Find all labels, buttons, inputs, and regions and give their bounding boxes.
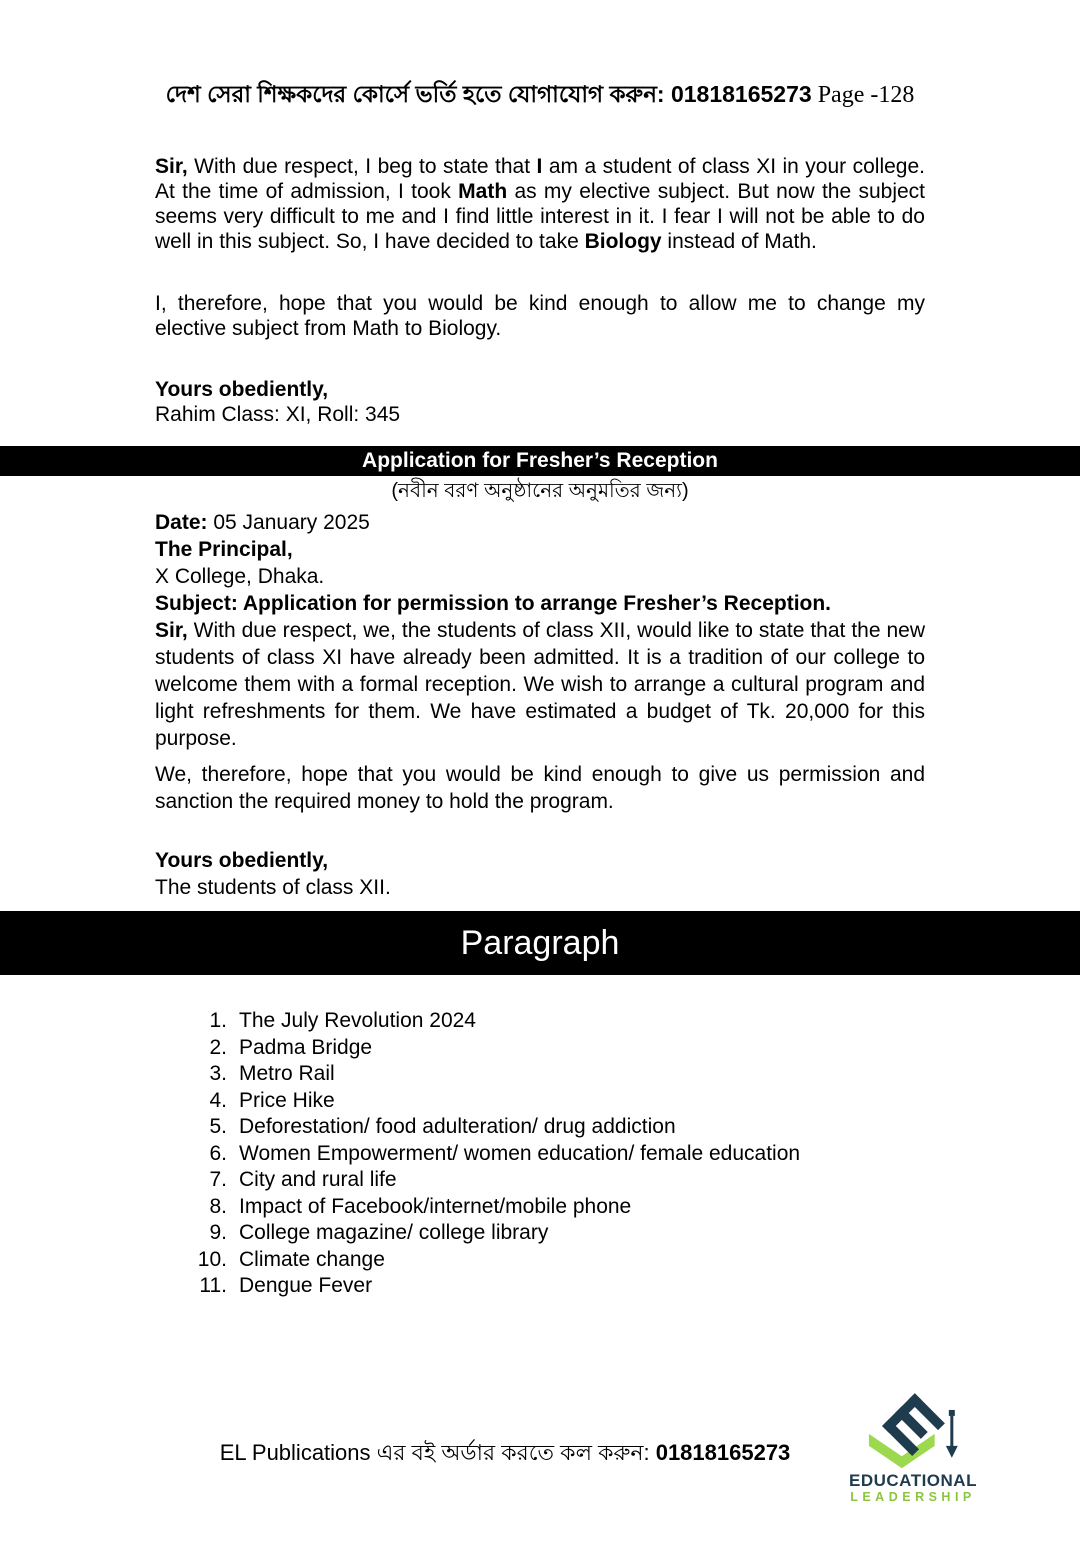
list-item-label: Padma Bridge	[239, 1035, 373, 1059]
list-item-label: Dengue Fever	[239, 1274, 373, 1297]
list-item	[193, 1114, 1080, 1141]
educational-leadership-logo-icon	[857, 1392, 969, 1472]
list-item-number: 3.	[209, 1062, 227, 1085]
application-closing-block	[155, 847, 925, 901]
page-number-label: Page -128	[817, 82, 915, 108]
date-label: Date:	[155, 511, 208, 534]
banner-bengali-subtitle: (নবীন বরণ অনুষ্ঠানের অনুমতির জন্য)	[391, 480, 689, 502]
list-item-number: 11.	[199, 1274, 227, 1297]
list-item-number: 10.	[197, 1247, 227, 1271]
page-header	[0, 0, 1080, 109]
list-item	[193, 1194, 1080, 1221]
subject-line: Subject: Application for permission to arrange Fresher’s Reception.	[155, 592, 832, 615]
list-item-label: Metro Rail	[239, 1062, 335, 1085]
application-body-paragraph-2: We, therefore, hope that you would be kind enough to give us permission and sanction the required money to hold the program.	[155, 763, 925, 813]
list-item-number: 8.	[209, 1194, 227, 1218]
letter-closing-block	[155, 377, 925, 427]
letter-change-subject	[0, 154, 1080, 427]
list-item	[193, 1247, 1080, 1274]
letter-body-paragraph-1: Sir, With due respect, I beg to state that I am a student of class XI in your college. At the time of admission, I took Math as my elective subject. But now the subject seems very difficult to me and I find little interest in it. I fear I will not be able to do well in this subject. So, I have decided to take Biology instead of Math.	[155, 155, 925, 253]
list-item-label: College magazine/ college library	[239, 1221, 549, 1244]
list-item-number: 9.	[209, 1221, 227, 1244]
list-item-label: Impact of Facebook/internet/mobile phone	[239, 1194, 632, 1218]
list-item	[193, 1220, 1080, 1247]
list-item-number: 5.	[209, 1115, 227, 1138]
list-item-label: The July Revolution 2024	[239, 1009, 476, 1032]
list-item-number: 7.	[209, 1168, 227, 1191]
logo-text-educational: EDUCATIONAL	[849, 1470, 977, 1490]
list-item-number: 4.	[209, 1088, 227, 1112]
list-item	[193, 1273, 1080, 1300]
date-value: 05 January 2025	[207, 511, 370, 534]
section-banner-freshers-reception: Application for Fresher’s Reception	[0, 446, 1080, 476]
publisher-logo	[828, 1392, 998, 1505]
recipient-line: The Principal,	[155, 538, 293, 561]
logo-text-leadership: LEADERSHIP	[850, 1489, 976, 1504]
list-item	[193, 1088, 1080, 1115]
list-item	[193, 1035, 1080, 1062]
list-item-number: 1.	[209, 1009, 227, 1032]
application-body-paragraph-1: Sir, With due respect, we, the students of class XII, would like to state that the new students of class XI have already been admitted. It is a tradition of our college to welcome them with a formal reception. We wish to arrange a cultural program and light refreshments for them. We have estimated a budget of Tk. 20,000 for this purpose.	[155, 619, 925, 750]
list-item-number: 6.	[209, 1141, 227, 1165]
page-footer	[0, 1392, 1080, 1542]
closing-salutation: Yours obediently,	[155, 378, 329, 401]
list-item	[193, 1141, 1080, 1168]
letter-freshers-reception	[0, 509, 1080, 901]
list-item	[193, 1167, 1080, 1194]
header-contact-text: দেশ সেরা শিক্ষকদের কোর্সে ভর্তি হতে যোগাযোগ করুন: 01818165273	[165, 81, 812, 107]
date-line	[155, 509, 925, 536]
list-item-label: Price Hike	[239, 1088, 335, 1112]
closing-salutation: Yours obediently,	[155, 849, 329, 872]
list-item-label: City and rural life	[239, 1168, 397, 1191]
list-item-label: Women Empowerment/ women education/ female education	[239, 1141, 801, 1165]
footer-order-text: EL Publications এর বই অর্ডার করতে কল করুন: 01818165273	[219, 1439, 791, 1465]
list-item-number: 2.	[209, 1035, 227, 1059]
address-line: X College, Dhaka.	[155, 565, 325, 588]
section-banner-paragraph: Paragraph	[0, 911, 1080, 975]
list-item	[193, 1008, 1080, 1035]
list-item	[193, 1061, 1080, 1088]
paragraph-topics-list	[193, 1008, 1080, 1300]
signature-line: Rahim Class: XI, Roll: 345	[155, 403, 401, 426]
letter-body-paragraph-2: I, therefore, hope that you would be kind enough to allow me to change my elective subject from Math to Biology.	[155, 292, 925, 340]
list-item-label: Deforestation/ food adulteration/ drug addiction	[239, 1115, 676, 1138]
signature-line: The students of class XII.	[155, 876, 391, 899]
list-item-label: Climate change	[239, 1247, 385, 1271]
